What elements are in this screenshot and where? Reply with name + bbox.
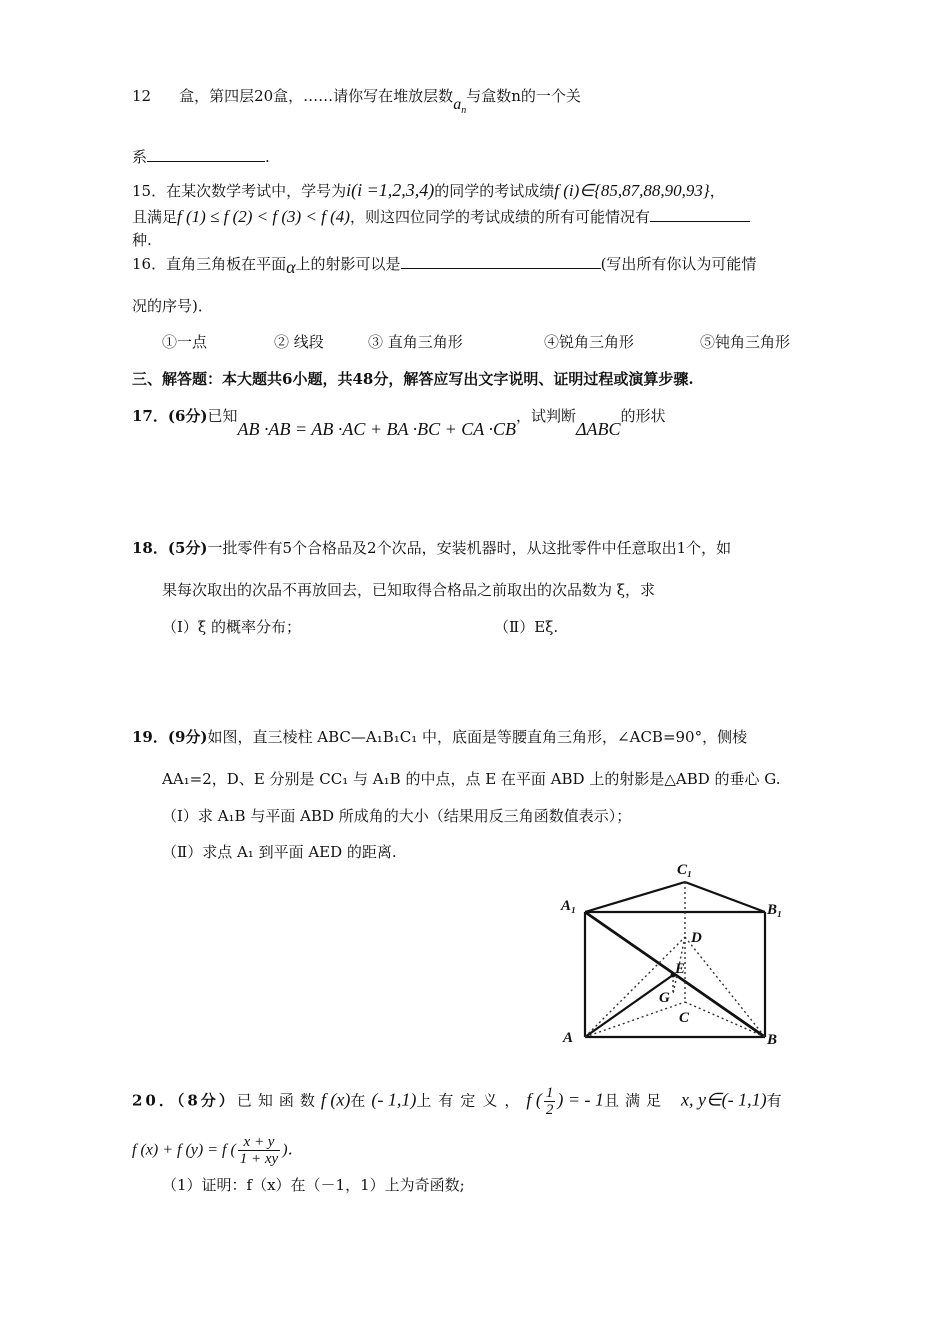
fraction-one-half: [544, 1085, 556, 1118]
alpha-symbol: α: [286, 257, 296, 277]
problem-16-line1: [132, 252, 757, 277]
problem-15-index-math: i(i =1,2,3,4): [346, 180, 435, 200]
fraction-eq-num: x + y: [238, 1134, 280, 1151]
label-g: G: [659, 990, 670, 1006]
fraction-x-plus-y: [238, 1134, 280, 1167]
problem-18-head: 18．(5分): [132, 539, 208, 557]
problem-19-head: 19．(9分): [132, 728, 208, 746]
problem-12-line1: [132, 86, 581, 116]
label-c: C: [679, 1010, 690, 1026]
problem-18-questions: [162, 617, 558, 637]
problem-20-equation: [132, 1134, 304, 1167]
label-b: B: [767, 1032, 778, 1048]
problem-12-cont: 系: [132, 148, 148, 166]
problem-20-text-e: 有: [766, 1091, 782, 1110]
answer-blank-16[interactable]: [401, 252, 601, 269]
a-n-main: a: [453, 96, 462, 113]
vector-formula: AB ·AB = AB ·AC + BA ·BC + CA ·CB: [237, 419, 516, 439]
problem-20-line1: [132, 1085, 782, 1118]
option-2: ② 线段: [274, 333, 324, 351]
problem-17-text-c: 的形状: [620, 407, 666, 425]
problem-15-line3: [132, 230, 152, 250]
problem-12-text-a: 盒，第四层20盒，……请你写在堆放层数: [179, 87, 454, 105]
problem-19-text-b: AA₁=2，D、E 分别是 CC₁ 与 A₁B 的中点，点 E 在平面 ABD 上的射影是△ABD 的垂心 G.: [162, 770, 781, 788]
problem-19-q1: （Ⅰ）求 A₁B 与平面 ABD 所成角的大小（结果用反三角函数值表示）；: [162, 807, 632, 825]
problem-15-text-c: ，: [709, 182, 725, 200]
fx-math: f (x): [320, 1089, 351, 1110]
problem-18-q1: （Ⅰ）ξ 的概率分布；: [162, 618, 301, 636]
label-e: E: [675, 961, 686, 977]
section-3-heading: [132, 369, 694, 389]
problem-19-line2: [162, 769, 781, 789]
problem-17: [132, 405, 666, 439]
label-a1: A₁: [561, 898, 577, 914]
segment-a-e: [585, 975, 673, 1037]
problem-20-text-b: 在: [350, 1091, 372, 1110]
option-4: ④锐角三角形: [544, 333, 635, 351]
problem-16-text-a: 16．直角三角板在平面: [132, 255, 287, 273]
problem-12-line2: [132, 145, 270, 167]
problem-15-text-b: 的同学的考试成绩: [434, 182, 555, 200]
a-n-sub: n: [461, 105, 467, 116]
problem-19-q1-line: [162, 806, 631, 826]
label-a: A: [563, 1030, 574, 1046]
section-3-title: 三、解答题：本大题共6小题，共48分，解答应写出文字说明、证明过程或演算步骤.: [132, 370, 694, 388]
problem-15-text-e: ，则这四位同学的考试成绩的所有可能情况有: [349, 208, 650, 226]
fraction-half-den: 2: [545, 1102, 554, 1118]
prism-figure: [555, 852, 795, 1052]
equation-lhs: f (x) + f (y) = f (: [132, 1141, 236, 1159]
label-d: D: [691, 930, 702, 946]
problem-20-head: 20．（8分）: [132, 1091, 237, 1110]
problem-20-text-d: 且满足: [603, 1091, 667, 1110]
option-1: ①一点: [162, 333, 208, 351]
problem-12-number: 12: [132, 87, 152, 105]
problem-19-line1: [132, 727, 747, 747]
problem-20-q1: （1）证明：f（x）在（－1，1）上为奇函数;: [162, 1176, 465, 1194]
problem-12-cont-end: .: [265, 148, 270, 166]
problem-18-line2: [162, 580, 655, 600]
f-half-close: ) = - 1: [557, 1089, 604, 1110]
problem-17-text-a: 已知: [207, 407, 238, 425]
xy-domain-math: x, y∈(- 1,1): [680, 1089, 767, 1110]
problem-15-line2: [132, 205, 750, 227]
triangle-symbol: ΔABC: [575, 419, 621, 439]
problem-15-ineq-math: f (1) ≤ f (2) < f (3) < f (4): [177, 207, 350, 226]
problem-15-text-a: 15．在某次数学考试中，学号为: [132, 182, 347, 200]
problem-18-text-a: 一批零件有5个合格品及2个次品，安装机器时，从这批零件中任意取出1个，如: [207, 539, 732, 557]
equation-end: )．: [282, 1141, 304, 1159]
problem-12-text-b: 与盒数n的一个关: [466, 87, 581, 105]
problem-16-text-b: 上的射影可以是: [295, 255, 401, 273]
edge-a-c-hidden: [585, 1002, 685, 1037]
problem-19-q2-line: [162, 842, 397, 862]
fraction-eq-den: 1 + xy: [239, 1151, 279, 1167]
problem-18-line1: [132, 538, 731, 558]
edge-a1-c1: [585, 882, 685, 912]
option-3: ③ 直角三角形: [368, 333, 463, 351]
segment-d-b-hidden: [685, 937, 765, 1037]
problem-19-text-a: 如图，直三棱柱 ABC—A₁B₁C₁ 中，底面是等腰直角三角形，∠ACB=90°，侧棱: [207, 728, 748, 746]
answer-blank-15[interactable]: [650, 205, 750, 222]
problem-20-text-c: 上有定义，: [416, 1091, 527, 1110]
problem-17-text-b: ，试判断: [515, 407, 576, 425]
answer-blank-12[interactable]: [147, 145, 265, 162]
segment-a-d-hidden: [585, 937, 685, 1037]
problem-16-text-c: (写出所有你认为可能情: [600, 255, 757, 273]
label-b1: B₁: [767, 902, 783, 918]
label-c1: C₁: [677, 862, 693, 878]
problem-16-line2: [132, 296, 213, 316]
problem-18-q2: （Ⅱ）Eξ.: [494, 618, 559, 636]
problem-20-text-a: 已知函数: [236, 1091, 321, 1110]
problem-16-text-d: 况的序号)．: [132, 297, 213, 315]
a-n-symbol: [453, 96, 467, 116]
problem-16-options: [162, 332, 790, 352]
fraction-half-num: 1: [545, 1085, 554, 1101]
problem-15-text-f: 种.: [132, 231, 152, 249]
problem-15-set-math: f (i)∈{85,87,88,90,93}: [554, 181, 710, 200]
problem-15-line1: [132, 180, 725, 201]
problem-20-q1-line: [162, 1175, 465, 1195]
problem-19-q2: （Ⅱ）求点 A₁ 到平面 AED 的距离.: [162, 843, 397, 861]
option-5: ⑤钝角三角形: [700, 333, 791, 351]
interval-math: (- 1,1): [371, 1089, 417, 1110]
problem-17-head: 17．(6分): [132, 407, 208, 425]
problem-18-text-b: 果每次取出的次品不再放回去，已知取得合格品之前取出的次品数为 ξ，求: [162, 581, 656, 599]
edge-c1-b1: [685, 882, 765, 912]
problem-15-text-d: 且满足: [132, 208, 178, 226]
edge-c-b-hidden: [685, 1002, 765, 1037]
f-half-open: f (: [526, 1089, 542, 1110]
